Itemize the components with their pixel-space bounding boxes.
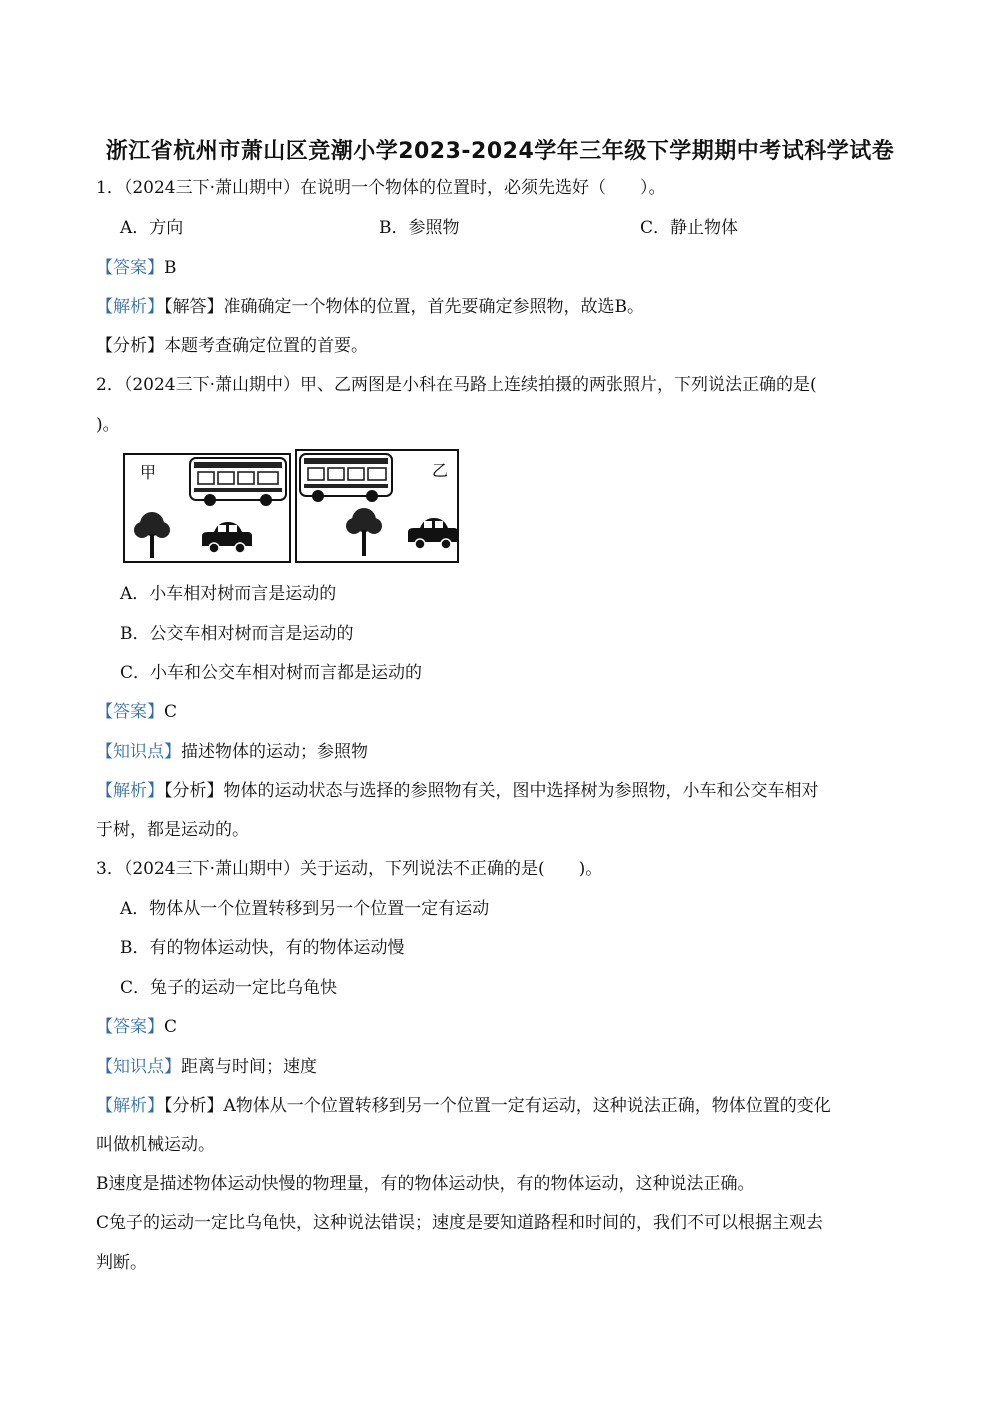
knowledge-tag: 【知识点】 (96, 1057, 181, 1077)
q3-knowledge: 距离与时间；速度 (181, 1057, 317, 1077)
q2-knowledge: 描述物体的运动；参照物 (181, 742, 368, 762)
q3-option-b: B．有的物体运动快，有的物体运动慢 (120, 938, 405, 958)
q1-option-c: C．静止物体 (640, 218, 739, 238)
q1-option-b: B．参照物 (379, 218, 460, 238)
answer-tag: 【答案】 (96, 702, 164, 722)
q3-option-a: A．物体从一个位置转移到另一个位置一定有运动 (120, 899, 490, 919)
right-photo-label: 乙 (432, 461, 449, 480)
q2-option-c: C．小车和公交车相对树而言都是运动的 (120, 663, 423, 683)
answer-tag: 【答案】 (96, 1017, 164, 1037)
car-icon-left (202, 522, 252, 553)
q3-explanation-line3: B速度是描述物体运动快慢的物理量，有的物体运动快，有的物体运动，这种说法正确。 (96, 1174, 755, 1194)
q3-option-c: C．兔子的运动一定比乌龟快 (120, 978, 338, 998)
q2-explanation-row (96, 779, 819, 803)
q1-option-a: A．方向 (120, 218, 184, 238)
q3-answer: C (164, 1017, 178, 1037)
q1-analysis: 【分析】本题考查确定位置的首要。 (96, 336, 368, 356)
tree-icon-right (346, 508, 382, 556)
q3-explanation-line1: 【分析】A物体从一个位置转移到另一个位置一定有运动，这种说法正确，物体位置的变化 (164, 1096, 831, 1116)
left-photo-label: 甲 (140, 463, 157, 482)
q2-stem-line2: )。 (96, 415, 120, 435)
explanation-tag: 【解析】 (96, 297, 164, 317)
q2-answer: C (164, 702, 178, 722)
q1-answer-row (96, 256, 177, 280)
tree-icon-left (134, 512, 170, 558)
q3-explanation-row (96, 1094, 831, 1118)
page-title: 浙江省杭州市萧山区竞潮小学2023-2024学年三年级下学期期中考试科学试卷 (105, 139, 895, 164)
car-icon-right (408, 518, 458, 549)
q3-knowledge-row (96, 1055, 317, 1079)
q2-option-b: B．公交车相对树而言是运动的 (120, 624, 354, 644)
explanation-tag: 【解析】 (96, 1096, 164, 1116)
q2-stem-line1: 2．（2024三下·萧山期中）甲、乙两图是小科在马路上连续拍摄的两张照片，下列说法正确的是( (96, 375, 817, 395)
knowledge-tag: 【知识点】 (96, 742, 181, 762)
bus-car-tree-figure (120, 446, 462, 566)
q3-answer-row (96, 1015, 177, 1039)
q1-explanation-row (96, 295, 644, 319)
q2-answer-row (96, 700, 177, 724)
bus-icon-right (300, 454, 392, 502)
q2-explanation-line2: 于树，都是运动的。 (96, 820, 249, 840)
q1-answer: B (164, 258, 177, 278)
q2-option-a: A．小车相对树而言是运动的 (120, 584, 337, 604)
q2-explanation-line1: 【分析】物体的运动状态与选择的参照物有关，图中选择树为参照物，小车和公交车相对 (164, 781, 819, 801)
q2-knowledge-row (96, 740, 368, 764)
q3-explanation-line2: 叫做机械运动。 (96, 1135, 215, 1155)
answer-tag: 【答案】 (96, 258, 164, 278)
bus-icon-left (190, 458, 286, 506)
q1-explanation: 【解答】准确确定一个物体的位置，首先要确定参照物，故选B。 (164, 297, 644, 317)
q3-stem: 3．（2024三下·萧山期中）关于运动，下列说法不正确的是( )。 (96, 859, 603, 879)
q3-explanation-line4: C兔子的运动一定比乌龟快，这种说法错误；速度是要知道路程和时间的，我们不可以根据主观去 (96, 1213, 824, 1233)
explanation-tag: 【解析】 (96, 781, 164, 801)
q1-stem: 1．（2024三下·萧山期中）在说明一个物体的位置时，必须先选好（ ）。 (96, 178, 666, 198)
q3-explanation-line5: 判断。 (96, 1253, 147, 1273)
